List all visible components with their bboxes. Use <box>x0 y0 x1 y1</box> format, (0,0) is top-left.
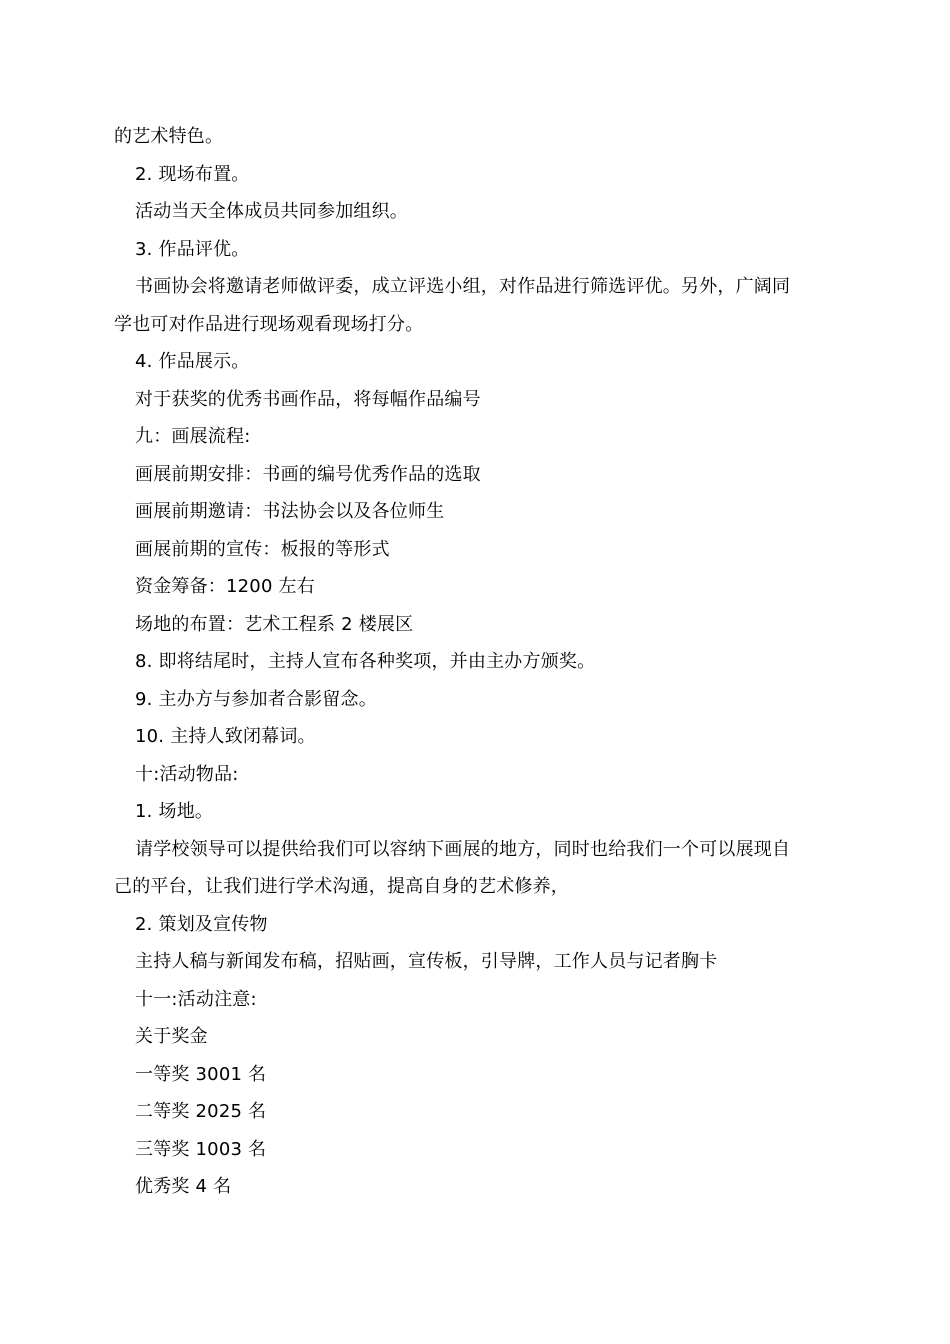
section-heading: 十:活动物品: <box>135 763 239 785</box>
text-line: 己的平台，让我们进行学术沟通，提高自身的艺术修养， <box>114 876 569 897</box>
text-line: 学也可对作品进行现场观看现场打分。 <box>114 313 424 335</box>
text-line: 画展前期邀请：书法协会以及各位师生 <box>135 501 445 522</box>
text-line: 主持人稿与新闻发布稿，招贴画，宣传板，引导牌，工作人员与记者胸卡 <box>135 951 718 972</box>
prize-line: 一等奖 3001 名 <box>135 1063 267 1085</box>
prize-line: 二等奖 2025 名 <box>135 1101 267 1122</box>
text-line: 书画协会将邀请老师做评委，成立评选小组，对作品进行筛选评优。另外，广阔同 <box>135 276 791 297</box>
text-line: 活动当天全体成员共同参加组织。 <box>135 201 408 222</box>
text-line: 1. 场地。 <box>135 801 214 822</box>
text-line: 场地的布置：艺术工程系 2 楼展区 <box>135 613 414 635</box>
prize-line: 三等奖 1003 名 <box>135 1138 267 1160</box>
text-line: 资金筹备：1200 左右 <box>135 576 315 597</box>
text-line: 的艺术特色。 <box>114 126 224 147</box>
text-line: 9. 主办方与参加者合影留念。 <box>135 688 377 710</box>
text-line: 2. 策划及宣传物 <box>135 913 268 935</box>
document-body <box>114 118 836 1206</box>
text-line: 对于获奖的优秀书画作品，将每幅作品编号 <box>135 388 481 410</box>
text-line: 10. 主持人致闭幕词。 <box>135 726 316 747</box>
text-line: 2. 现场布置。 <box>135 163 250 185</box>
text-line: 8. 即将结尾时，主持人宣布各种奖项，并由主办方颁奖。 <box>135 651 596 672</box>
text-line: 关于奖金 <box>135 1026 208 1047</box>
section-heading: 九：画展流程: <box>135 426 251 447</box>
prize-line: 优秀奖 4 名 <box>135 1176 232 1197</box>
section-heading: 十一:活动注意: <box>135 988 257 1010</box>
text-line: 画展前期的宣传：板报的等形式 <box>135 538 390 560</box>
text-line: 画展前期安排：书画的编号优秀作品的选取 <box>135 463 481 485</box>
text-line: 4. 作品展示。 <box>135 351 250 372</box>
text-line: 请学校领导可以提供给我们可以容纳下画展的地方，同时也给我们一个可以展现自 <box>135 838 791 860</box>
text-line: 3. 作品评优。 <box>135 238 250 260</box>
